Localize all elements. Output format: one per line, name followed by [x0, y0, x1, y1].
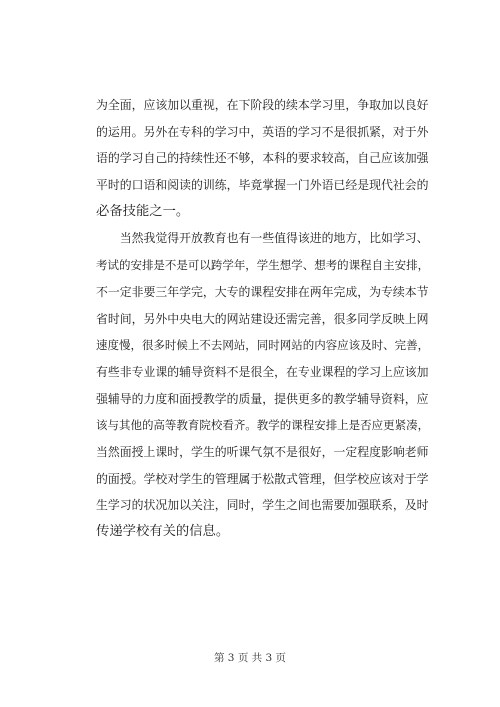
text-line: 当然面授上课时，学生的听课气氛不是很好，一定程度影响老师 [96, 444, 429, 459]
text-line: 的运用。另外在专科的学习中，英语的学习不是很抓紧，对于外 [96, 124, 429, 139]
text-line: 省时间，另外中央电大的网站建设还需完善，很多同学反映上网 [96, 311, 429, 326]
text-line: 必备技能之一。 [96, 203, 190, 219]
text-line: 考试的安排是不是可以跨学年，学生想学、想考的课程自主安排， [96, 258, 430, 273]
text-line: 不一定非要三年学完，大专的课程安排在两年完成，为专续本节 [96, 284, 429, 299]
text-line: 有些非专业课的辅导资料不是很全，在专业课程的学习上应该加 [96, 364, 429, 379]
text-line: 该与其他的高等教育院校看齐。教学的课程安排上是否应更紧凑， [96, 418, 430, 433]
text-line: 语的学习自己的持续性还不够，本科的要求较高，自己应该加强 [96, 151, 429, 166]
document-body [96, 92, 436, 546]
text-line: 速度慢，很多时候上不去网站，同时网站的内容应该及时、完善， [96, 338, 430, 353]
text-line: 生学习的状况加以关注，同时，学生之间也需要加强联系，及时 [96, 498, 429, 513]
text-line: 传递学校有关的信息。 [96, 524, 230, 539]
text-line: 的面授。学校对学生的管理属于松散式管理，但学校应该对于学 [96, 471, 429, 486]
page-number-footer: 第 3 页 共 3 页 [213, 652, 287, 664]
text-line: 平时的口语和阅读的训练，毕竟掌握一门外语已经是现代社会的 [96, 178, 429, 193]
text-line: 为全面，应该加以重视，在下阶段的续本学习里，争取加以良好 [96, 98, 429, 112]
text-line: 当然我觉得开放教育也有一些值得该进的地方，比如学习、 [96, 231, 429, 246]
text-line: 强辅导的力度和面授教学的质量，提供更多的教学辅导资料，应 [96, 391, 429, 406]
